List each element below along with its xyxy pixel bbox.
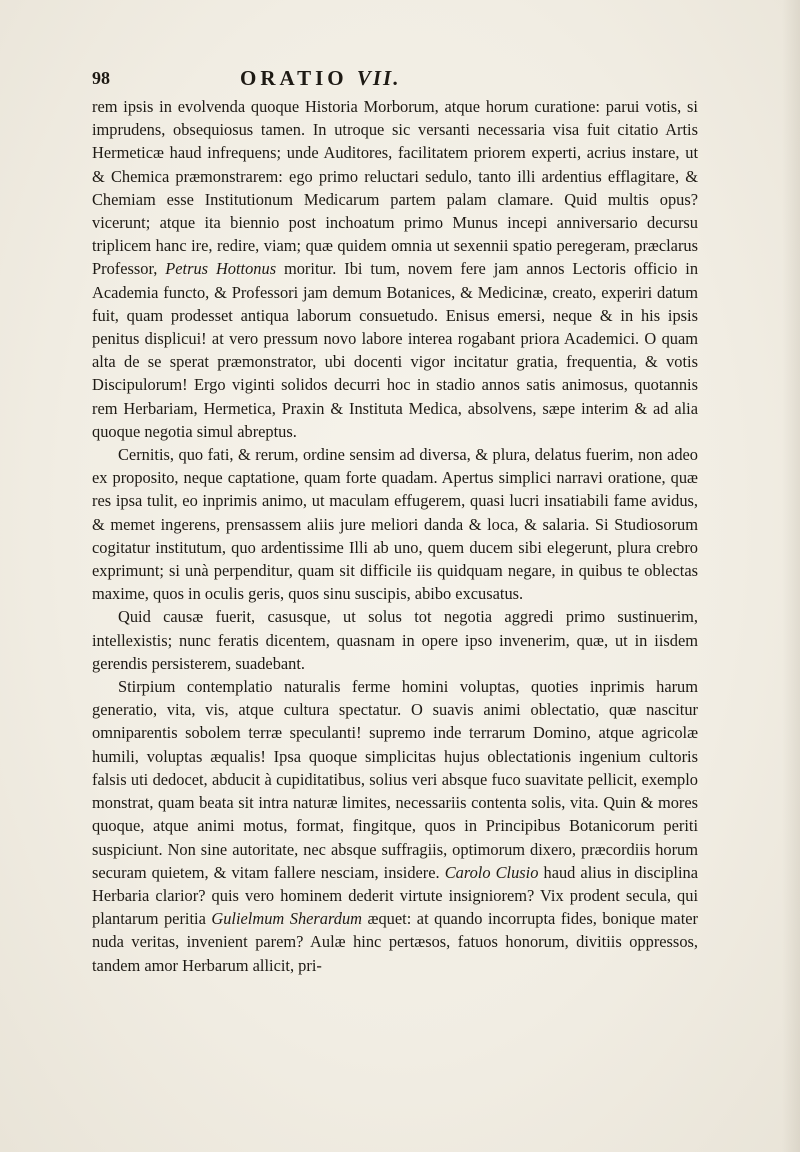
text-run: Cernitis, quo fati, & rerum, ordine sensim ad diversa, & plura, delatus fuerim, non adeo ex proposito, neque captatione, quam forte quadam. Apertus simplici narravi oratione, quæ res ipsa tulit, eo inprimis animo, ut maculam effugerem, quasi lucri insatiabili fame avidus, & memet ingerens, prensassem aliis jure meliori danda & loca, & salaria. Si Studiosorum cogitatur institutum, quo ardentissime Illi ab uno, quem ducem sibi elegerunt, plura crebro exprimunt; si unà perpenditur, quam sit difficile iis quidquam negare, in quibus te oblectas maxime, quos in oculis geris, quos sinu suscipis, abibo excusatus. — [92, 445, 698, 604]
text-run: rem ipsis in evolvenda quoque Historia Morborum, atque horum curatione: parui votis, si imprudens, obsequiosus tamen. In utroque sic versanti necessaria visa fuit citatio Artis Hermeticæ haud infrequens; unde Auditores, facilitatem priorem experti, acrius instare, ut & Chemica præmonstrarem: ego primo reluctari sedulo, tanto illi ardentius efflagitare, & Chemiam esse Institutionum Medicarum partem palam clamare. Quid multis opus? vicerunt; atque ita biennio post inchoatum primo Munus incepi anniversario decursu triplicem hanc ire, redire, viam; quæ quidem omnia ut sexennii spatio peregeram, præclarus Professor, — [92, 97, 698, 279]
running-header — [92, 66, 700, 92]
paragraph-4 — [92, 675, 698, 977]
text-run: haud alius in disciplina Herbaria clarior? quis vero hominem dederit virtute insigniorem? Vix prodent secula, qui plantarum peritia — [92, 862, 699, 929]
italic-name: Gulielmum Sherardum — [211, 909, 363, 929]
running-title-word: ORATIO — [240, 66, 348, 90]
text-run: Quid causæ fuerit, casusque, ut solus tot negotia aggredi primo sustinuerim, intellexistis; nunc feratis dicentem, quasnam in opere ipso invenerim, quæ, ut in iisdem gerendis persisterem, suadebant. — [92, 607, 698, 673]
paragraph-1 — [92, 95, 698, 443]
paragraph-3 — [92, 605, 698, 675]
italic-name: Petrus Hottonus — [165, 259, 277, 279]
running-title — [240, 66, 400, 91]
page-number: 98 — [92, 68, 110, 88]
paragraph-2 — [92, 443, 698, 605]
text-run: moritur. Ibi tum, novem fere jam annos Lectoris officio in Academia functo, & Professori jam demum Botanices, & Medicinæ, creato, experiri datum fuit, quam prodesset antiqua laborum consuetudo. Enisus emersi, neque & in his ipsis penitus displicui! at vero pressum novo labore interea rogabant priora Academici. O quam alta de se sperat præmonstrator, ubi docenti vigor incitatur gratia, frequentia, & votis Discipulorum! Ergo viginti solidos decurri hoc in stadio annos satis animosus, quotannis rem Herbariam, Hermetica, Praxin & Instituta Medica, absolvens, sæpe interim & ad alia quoque negotia simul abreptus. — [92, 259, 699, 441]
text-run: Stirpium contemplatio naturalis ferme homini voluptas, quoties inprimis harum generatio, vita, vis, atque cultura spectatur. O suavis animi oblectatio, quæ nascitur omniparentis sobolem terræ speculanti! supremo inde terrarum Domino, atque agricolæ humili, voluptas æqualis! Ipsa quoque simplicitas hujus oblectationis ingenium cultoris falsis uti dedocet, abducit à cupiditatibus, solius veri absque fuco suavitate pellicit, exemplo monstrat, quam beata sit intra naturæ limites, necessariis contenta solis, vita. Quin & mores quoque, atque animi motus, format, fingitque, quos in Principibus Botanicorum periti suspiciunt. Non sine autoritate, nec absque suffragiis, optimorum dixero, præcordiis horum securam quietem, & vitam fallere nesciam, insidere. — [92, 677, 698, 882]
text-body — [92, 95, 698, 977]
italic-name: Carolo Clusio — [444, 862, 539, 882]
running-title-number: VII. — [356, 66, 401, 90]
text-run: æquet: at quando incorrupta fides, bonique mater nuda veritas, invenient parem? Aulæ hinc pertæsos, fatuos honorum, divitiis oppressos, tandem amor Herbarum allicit, pri- — [92, 909, 698, 975]
page-edge-shadow — [782, 0, 800, 1152]
